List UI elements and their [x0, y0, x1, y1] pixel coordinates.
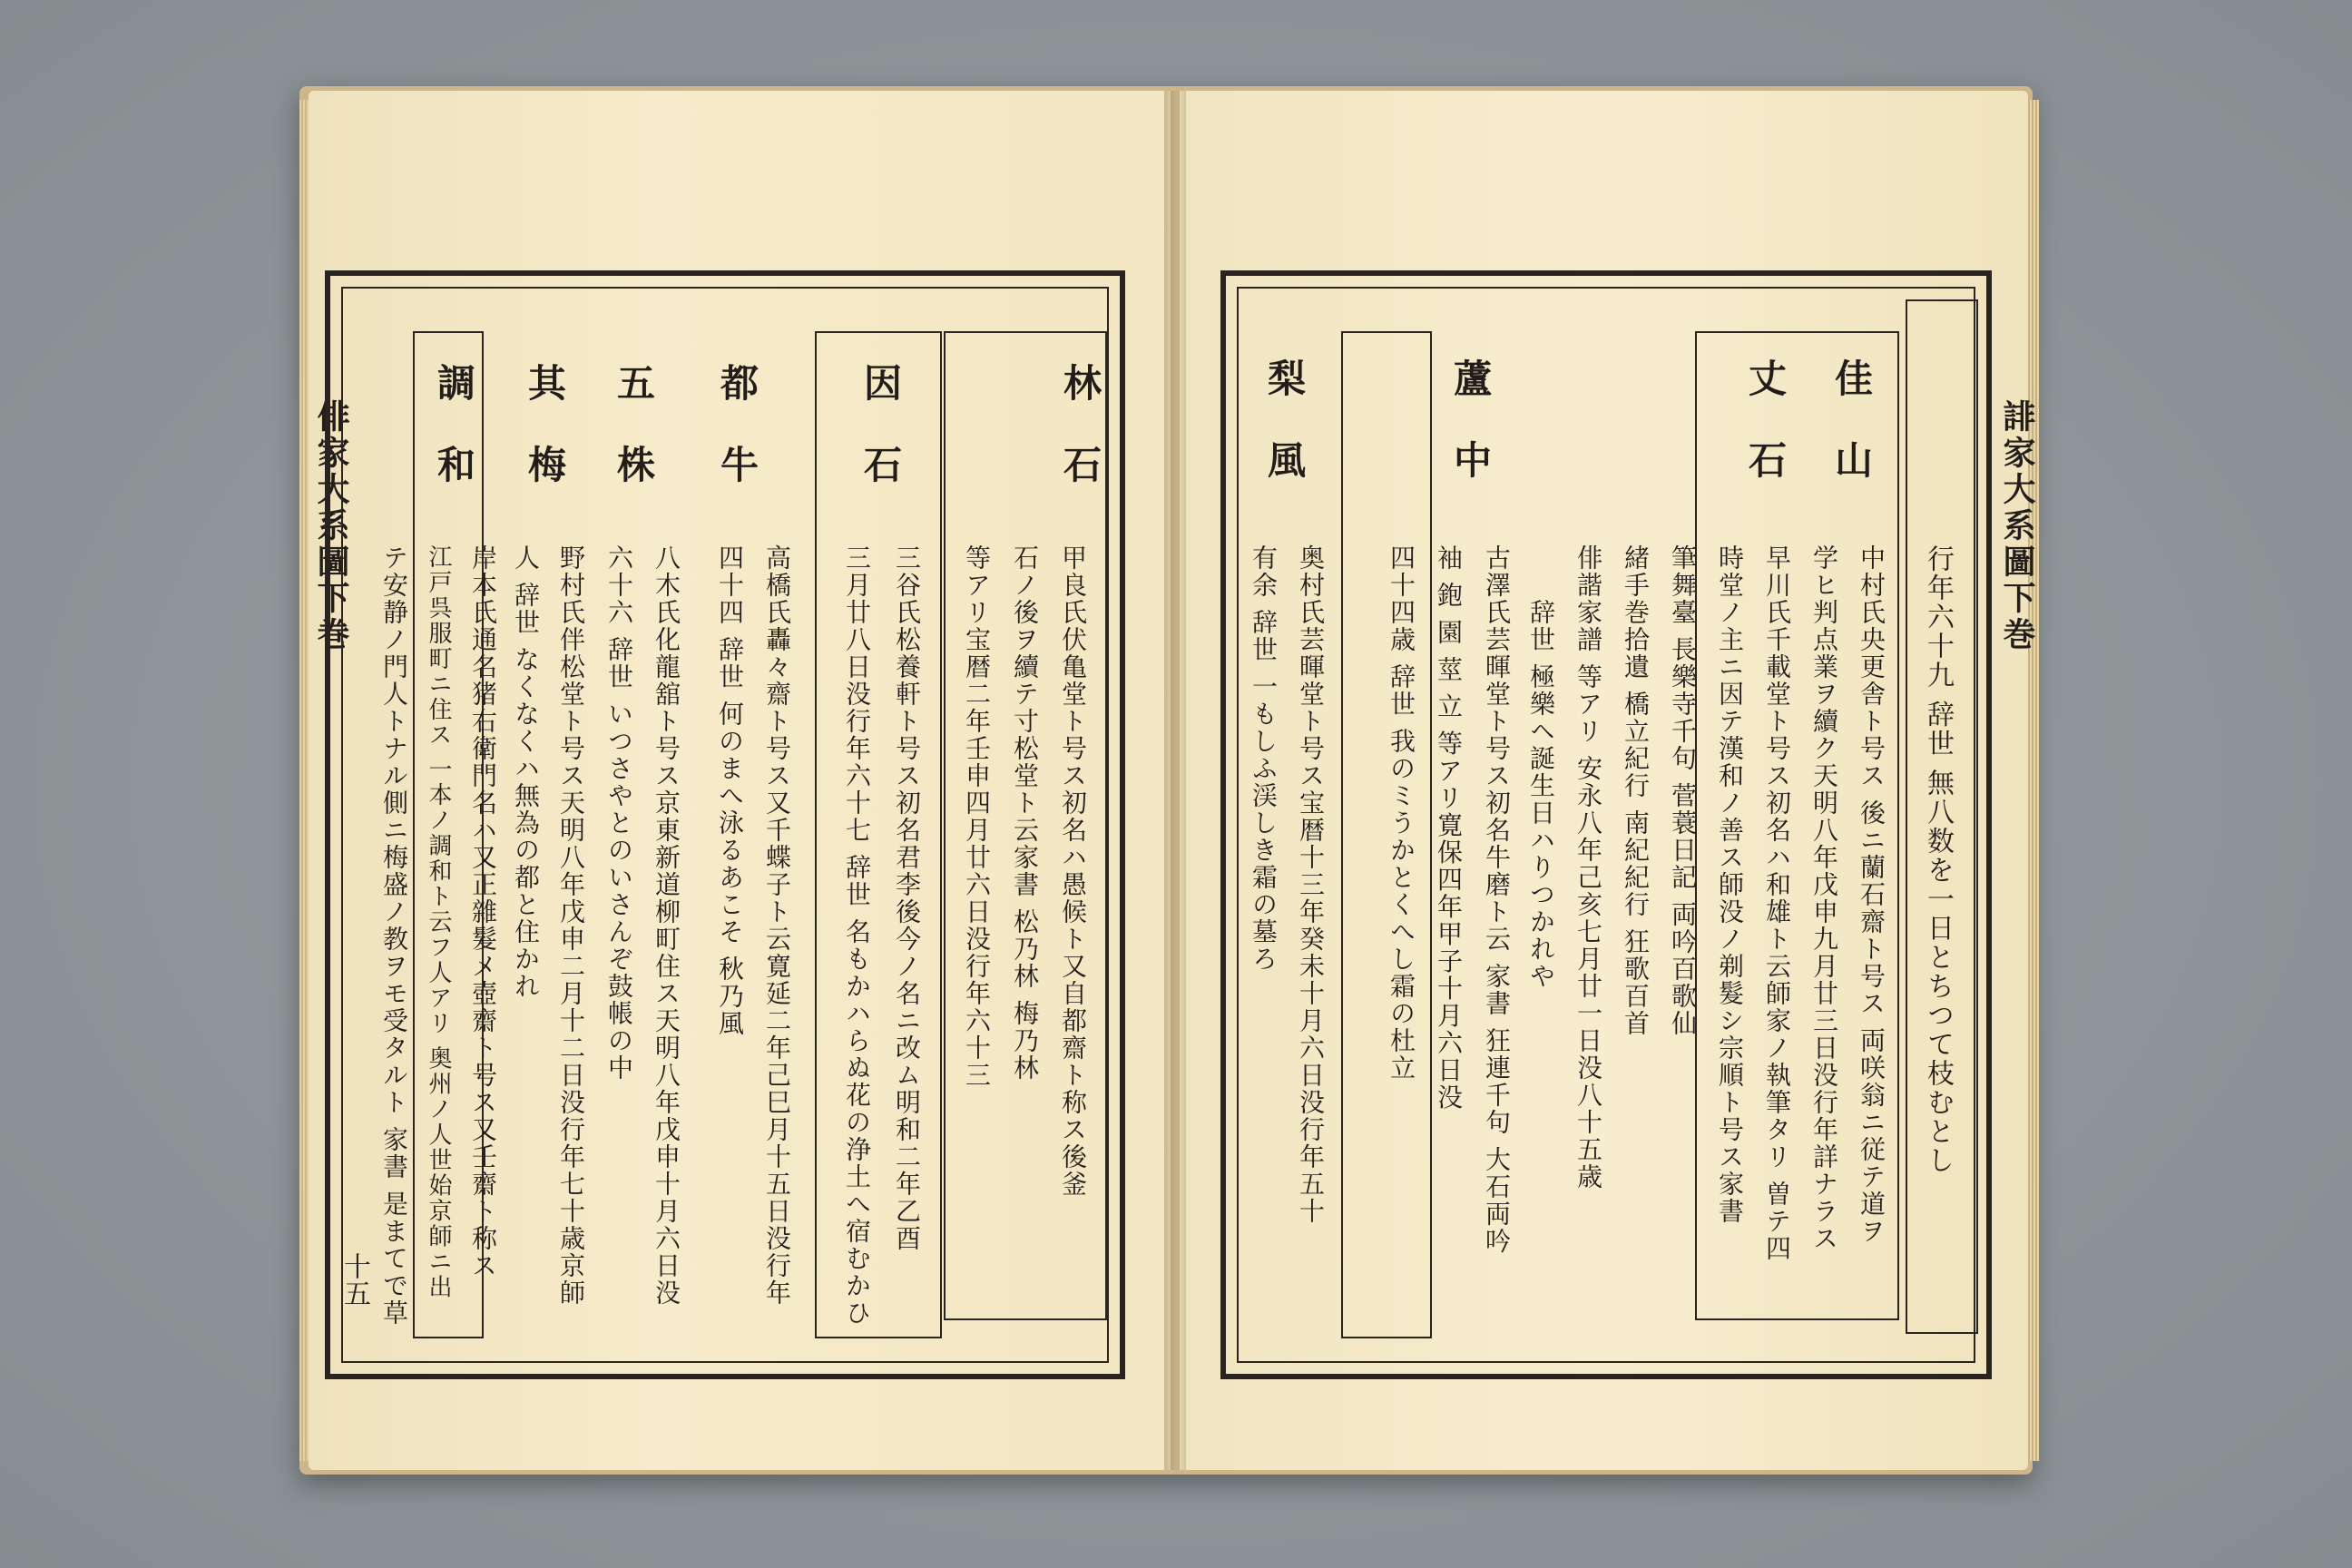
entry-line: 古澤氏芸暉堂ト号ス初名牛磨ト云 家書 狂連千句 大石両吟 — [1482, 544, 1512, 1255]
entry-line: 岸本氏通名猪右衛門名ハ又正雜髮メ壺齋ト号ス又壬齋ト称ス — [468, 544, 498, 1279]
entry-name: 因石 — [858, 363, 903, 526]
entry-name: 調和 — [432, 363, 476, 526]
entry-name: 都牛 — [715, 363, 760, 526]
entry-name: 佳山 — [1829, 358, 1874, 522]
left-running-head: 俳家大系圖下巻 — [312, 399, 350, 653]
entry-line: 緒手巻拾遺 橋立紀行 南紀紀行 狂歌百首 — [1621, 544, 1651, 1037]
entry-line: 三月廿八日没行年六十七 辞世 名もかハらぬ花の浄土へ宿むかひ — [842, 544, 872, 1327]
right-running-head: 誹家大系圖下巻 — [1998, 399, 2036, 653]
entry-line: 三谷氏松養軒ト号ス初名君李後今ノ名ニ改ム明和二年乙酉 — [892, 544, 922, 1252]
entry-line: 石ノ後ヲ續テ寸松堂ト云家書 松乃林 梅乃林 — [1010, 544, 1040, 1082]
left-folio: 十五 — [338, 1252, 370, 1307]
entry-line: 奥村氏芸暉堂ト号ス宝暦十三年癸未十月六日没行年五十 — [1296, 544, 1326, 1225]
entry-line: 中村氏央更舎ト号ス 後ニ蘭石齋ト号ス 両咲翁ニ従テ道ヲ — [1857, 544, 1886, 1245]
entry-line: 江戸呉服町ニ住ス 一本ノ調和ト云フ人アリ 奥州ノ人世始京師ニ出 — [425, 544, 452, 1300]
entry-line: 等アリ宝暦二年壬申四月廿六日没行年六十三 — [962, 544, 992, 1089]
entry-line: 行年六十九 辞世 無八数を一日とちつて枝むとし — [1922, 544, 1954, 1176]
entry-name: 其梅 — [523, 363, 567, 526]
entry-line: 六十六 辞世 いつさやとのいさんぞ鼓帳の中 — [604, 544, 634, 1082]
entry-line: 俳諧家譜 等アリ 安永八年己亥七月廿一日没八十五歳 — [1573, 544, 1603, 1191]
entry-line: 袖 鉋 園 莖 立 等アリ寛保四年甲子十月六日没 — [1434, 544, 1464, 1112]
entry-line: 筆舞臺 長樂寺千句 菅蓑日記 両吟百歌仙 — [1668, 544, 1698, 1037]
entry-line: 八木氏化龍舘ト号ス京東新道柳町住ス天明八年戊申十月六日没 — [652, 544, 681, 1307]
entry-name: 蘆中 — [1448, 358, 1493, 522]
entry-line: テ安静ノ門人トナル側ニ梅盛ノ教ヲモ受タルト 家書 是まてで草 — [379, 544, 409, 1327]
entry-line: 甲良氏伏亀堂ト号ス初名ハ愚候ト又自都齋ト称ス後釜 — [1058, 544, 1088, 1198]
entry-line: 辞世 極樂ヘ誕生日ハりつかれや — [1526, 599, 1556, 990]
entry-line: 学ヒ判点業ヲ續ク天明八年戊申九月廿三日没行年詳ナラス — [1809, 544, 1839, 1252]
entry-line: 時堂ノ主ニ因テ漢和ノ善ス師没ノ剃髮シ宗順ト号ス家書 — [1715, 544, 1745, 1225]
entry-name: 梨風 — [1262, 358, 1307, 522]
entry-line: 早川氏千載堂ト号ス初名ハ和雄ト云師家ノ執筆タリ 曽テ四 — [1762, 544, 1792, 1262]
entry-line: 四十四歳 辞世 我のミうかとくへし霜の杜立 — [1387, 544, 1416, 1082]
entry-line: 高橋氏轟々齋ト号ス又千蝶子ト云寛延二年己巳月十五日没行年 — [762, 544, 792, 1307]
entry-line: 人 辞世 なくなくハ無為の都と住かれ — [511, 544, 541, 1000]
entry-line: 有余 辞世 一もしふ渓しき霜の墓ろ — [1249, 544, 1279, 973]
book-gutter — [1164, 91, 1186, 1470]
entry-line: 野村氏伴松堂ト号ス天明八年戊申二月十二日没行年七十歳京師 — [556, 544, 586, 1307]
entry-name: 丈石 — [1743, 358, 1788, 522]
entry-line: 四十四 辞世 何のまへ泳るあこそ 秋乃風 — [715, 544, 745, 1037]
entry-name: 林石 — [1058, 363, 1102, 526]
entry-name: 五株 — [612, 363, 656, 526]
